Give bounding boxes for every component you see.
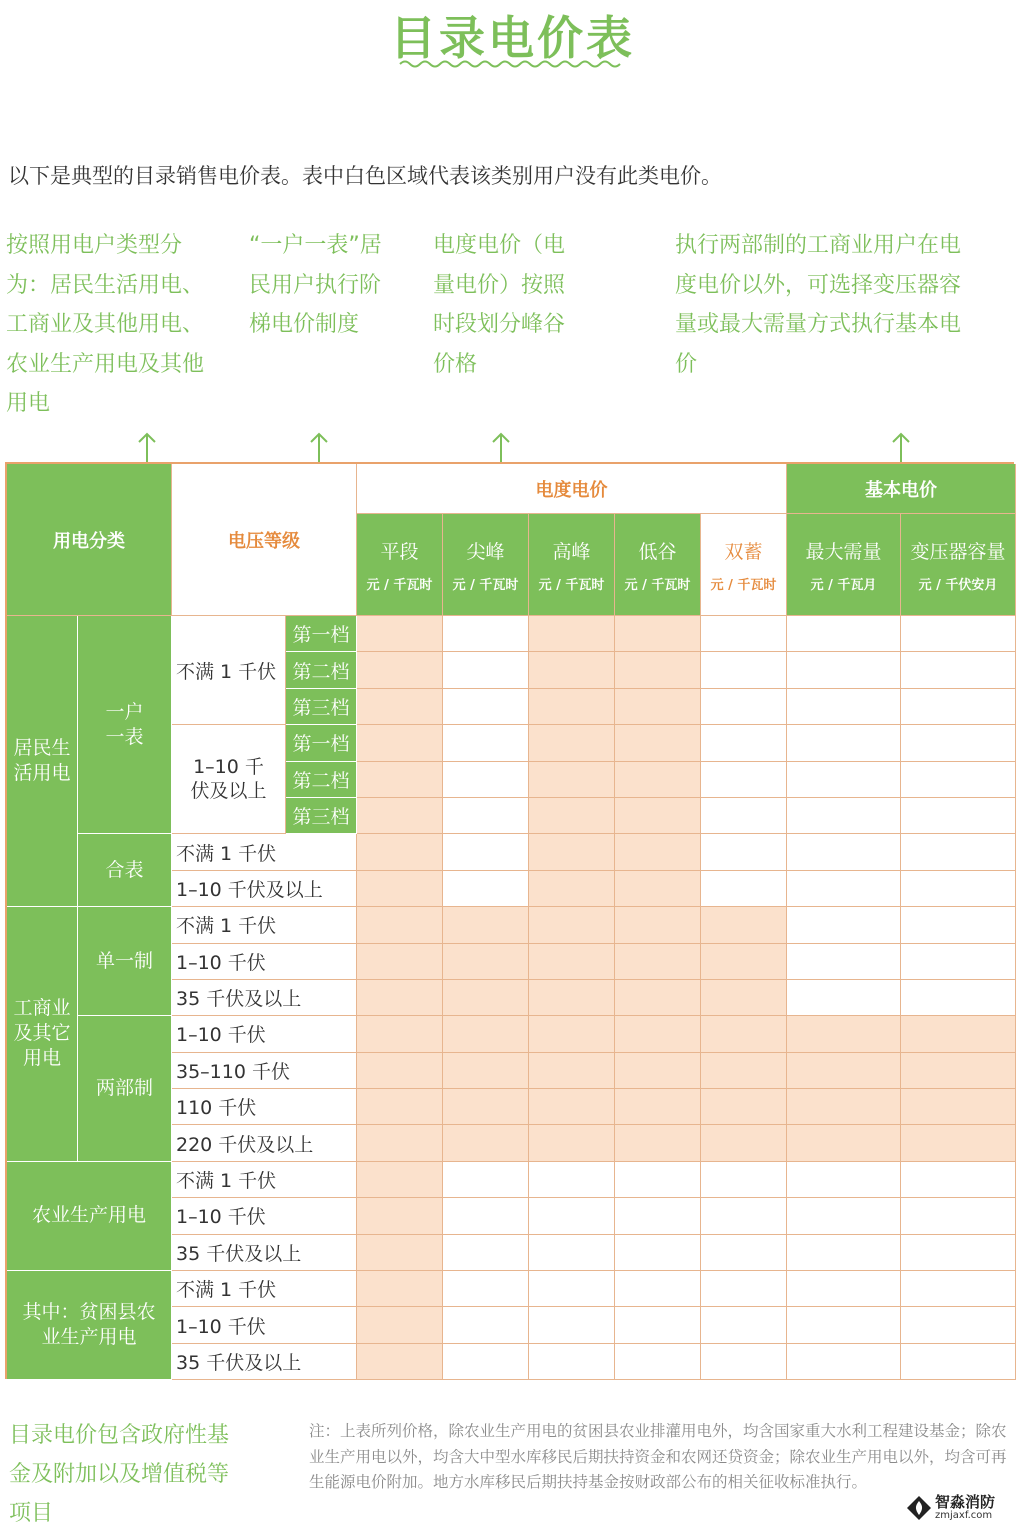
price-cell [701,689,787,725]
header-dual-storage [701,514,787,616]
price-cell [357,944,443,980]
footer-footnote: 注：上表所列价格，除农业生产用电的贫困县农业排灌用电外，均含国家重大水利工程建设基金；除农业生产用电以外，均含大中型水库移民后期扶持资金和农网还贷资金；除农业生产用电以外，均含可再生能源电价附加。地方水库移民后期扶持基金按财政部公布的相关征收标准执行。 [309,1422,1007,1491]
footer-left-note: 目录电价包含政府性基金及附加以及增值税等项目 [9,1423,230,1526]
voltage-35kv-above: 35 千伏及以上 [172,1344,357,1380]
price-cell [787,1271,901,1307]
price-cell [443,1162,529,1198]
header-flat-label: 平段 [380,540,419,563]
price-cell [787,834,901,870]
price-cell [701,1016,787,1052]
price-cell [901,1344,1016,1380]
voltage-1-10kv: 1–10 千伏 [172,1307,357,1343]
price-cell [529,762,615,798]
price-cell [443,689,529,725]
header-sharp-unit: 元 / 千瓦时 [452,577,519,593]
tier-1: 第一档 [286,616,357,652]
category-poor-agri: 其中：贫困县农业生产用电 [7,1271,172,1380]
price-cell [787,1307,901,1343]
price-cell [443,871,529,907]
price-cell [357,834,443,870]
price-cell [529,1125,615,1161]
price-cell [443,1271,529,1307]
price-cell [357,1344,443,1380]
header-peak-unit: 元 / 千瓦时 [538,577,605,593]
price-cell [443,762,529,798]
price-cell [787,871,901,907]
category-combined: 合表 [78,834,172,907]
price-cell [529,1162,615,1198]
price-cell [357,1089,443,1125]
tier-3: 第三档 [286,689,357,725]
price-cell [787,1053,901,1089]
price-cell [357,1198,443,1234]
price-cell [443,616,529,652]
price-cell [529,689,615,725]
price-cell [529,944,615,980]
price-cell [357,1235,443,1271]
price-cell [357,1307,443,1343]
price-cell [787,1235,901,1271]
header-peak-label: 高峰 [552,540,591,563]
price-cell [701,798,787,834]
category-single: 单一制 [78,907,172,1016]
price-cell [901,871,1016,907]
price-cell [443,1053,529,1089]
intro-text: 以下是典型的目录销售电价表。表中白色区域代表该类别用户没有此类电价。 [8,164,722,188]
header-flat-unit: 元 / 千瓦时 [366,577,433,593]
price-cell [701,834,787,870]
category-two-part: 两部制 [78,1016,172,1162]
header-transformer-unit: 元 / 千伏安月 [918,577,998,593]
price-cell [701,616,787,652]
price-cell [357,762,443,798]
price-cell [615,1053,701,1089]
title-wave-underline [398,58,628,70]
price-cell [901,762,1016,798]
logo-domain: zmjaxf.com [935,1510,993,1521]
price-cell [901,1125,1016,1161]
voltage-under-1kv: 不满 1 千伏 [172,907,357,943]
price-cell [787,1344,901,1380]
tier-3: 第三档 [286,798,357,834]
price-cell [615,1307,701,1343]
logo-name: 智淼消防 [935,1493,996,1511]
brand-logo [906,1494,995,1522]
price-cell [615,907,701,943]
header-basic-price: 基本电价 [787,464,1016,514]
price-cell [529,1307,615,1343]
price-cell [615,798,701,834]
price-cell [357,871,443,907]
price-cell [787,689,901,725]
price-cell [529,1344,615,1380]
price-cell [701,762,787,798]
price-cell [529,652,615,688]
price-cell [615,944,701,980]
price-cell [701,725,787,761]
price-cell [443,1235,529,1271]
price-cell [529,1053,615,1089]
price-cell [443,1198,529,1234]
header-dual-storage-unit: 元 / 千瓦时 [710,577,777,593]
price-cell [787,762,901,798]
voltage-1-10kv: 1–10 千伏 [172,944,357,980]
voltage-35-110kv: 35–110 千伏 [172,1053,357,1089]
price-cell [901,1235,1016,1271]
price-cell [901,1271,1016,1307]
category-commercial: 工商业及其它用电 [7,907,78,1162]
price-cell [615,1125,701,1161]
price-cell [443,1125,529,1161]
tier-2: 第二档 [286,762,357,798]
price-cell [529,616,615,652]
price-cell [901,689,1016,725]
price-cell [529,834,615,870]
price-cell [357,689,443,725]
price-cell [443,1307,529,1343]
price-cell [701,980,787,1016]
tier-2: 第二档 [286,652,357,688]
header-transformer [901,514,1016,616]
price-cell [787,1198,901,1234]
price-cell [701,1271,787,1307]
header-sharp [443,514,529,616]
price-cell [443,725,529,761]
price-cell [701,871,787,907]
header-max-demand [787,514,901,616]
price-cell [615,980,701,1016]
price-cell [443,1016,529,1052]
price-cell [901,1053,1016,1089]
price-cell [357,1016,443,1052]
voltage-35kv-above: 35 千伏及以上 [172,1235,357,1271]
voltage-35kv-above: 35 千伏及以上 [172,980,357,1016]
price-cell [529,1235,615,1271]
header-peak [529,514,615,616]
price-cell [701,1125,787,1161]
price-cell [357,1053,443,1089]
price-cell [443,944,529,980]
voltage-1-10kv: 1–10 千伏 [172,1198,357,1234]
price-cell [357,907,443,943]
price-cell [901,944,1016,980]
price-cell [357,798,443,834]
price-cell [901,1162,1016,1198]
price-cell [615,616,701,652]
price-cell [357,1162,443,1198]
price-cell [701,1053,787,1089]
voltage-under-1kv: 不满 1 千伏 [172,1162,357,1198]
voltage-1-10kv-above: 1–10 千伏及以上 [172,725,286,834]
note-one-meter: “一户一表”居民用户执行阶梯电价制度 [249,233,382,337]
price-cell [787,944,901,980]
price-cell [701,1089,787,1125]
price-cell [615,1235,701,1271]
voltage-under-1kv: 不满 1 千伏 [172,834,357,870]
price-cell [529,980,615,1016]
price-cell [787,1162,901,1198]
price-cell [901,798,1016,834]
price-cell [701,1235,787,1271]
price-cell [701,652,787,688]
header-energy-price: 电度电价 [357,464,787,514]
price-cell [787,907,901,943]
price-cell [901,834,1016,870]
price-cell [615,871,701,907]
header-voltage: 电压等级 [172,464,357,616]
header-transformer-label: 变压器容量 [910,540,1006,563]
price-cell [701,1162,787,1198]
price-cell [443,907,529,943]
price-cell [701,944,787,980]
price-cell [701,1307,787,1343]
voltage-110kv: 110 千伏 [172,1089,357,1125]
price-cell [529,798,615,834]
price-cell [901,616,1016,652]
tier-1: 第一档 [286,725,357,761]
price-cell [901,652,1016,688]
note-user-category: 按照用电户类型分为：居民生活用电、工商业及其他用电、农业生产用电及其他用电 [6,233,205,416]
price-cell [901,907,1016,943]
price-cell [615,834,701,870]
price-cell [357,1125,443,1161]
header-category: 用电分类 [7,464,172,616]
price-cell [701,907,787,943]
flame-diamond-icon [906,1495,932,1521]
price-cell [443,980,529,1016]
price-cell [615,762,701,798]
price-cell [787,980,901,1016]
price-cell [357,1271,443,1307]
header-dual-storage-label: 双蓄 [724,540,763,563]
header-max-demand-label: 最大需量 [805,540,882,563]
price-cell [529,1271,615,1307]
price-cell [787,616,901,652]
price-cell [901,1089,1016,1125]
price-table [5,462,1014,1379]
price-cell [443,1344,529,1380]
price-cell [615,1344,701,1380]
price-cell [615,1271,701,1307]
price-cell [787,798,901,834]
voltage-1-10kv-above: 1–10 千伏及以上 [172,871,357,907]
price-cell [357,980,443,1016]
header-valley-unit: 元 / 千瓦时 [624,577,691,593]
price-cell [443,834,529,870]
price-cell [443,798,529,834]
price-cell [787,1089,901,1125]
header-sharp-label: 尖峰 [466,540,505,563]
note-basic-price: 执行两部制的工商业用户在电度电价以外，可选择变压器容量或最大需量方式执行基本电价 [675,233,962,377]
price-cell [701,1198,787,1234]
price-cell [357,725,443,761]
price-cell [529,1016,615,1052]
price-cell [443,1089,529,1125]
note-energy-price: 电度电价（电量电价）按照时段划分峰谷价格 [433,233,566,377]
price-cell [701,1344,787,1380]
price-cell [901,980,1016,1016]
price-cell [529,1089,615,1125]
voltage-1-10kv: 1–10 千伏 [172,1016,357,1052]
category-one-meter: 一户一表 [78,616,172,834]
price-cell [787,1125,901,1161]
price-cell [901,725,1016,761]
header-max-demand-unit: 元 / 千瓦月 [810,577,877,593]
price-cell [901,1307,1016,1343]
voltage-under-1kv: 不满 1 千伏 [172,616,286,725]
price-cell [357,652,443,688]
category-residential: 居民生活用电 [7,616,78,907]
header-valley [615,514,701,616]
header-flat [357,514,443,616]
price-cell [787,1016,901,1052]
price-cell [787,652,901,688]
price-cell [615,1198,701,1234]
price-cell [787,725,901,761]
price-cell [357,616,443,652]
price-cell [615,1016,701,1052]
price-cell [901,1198,1016,1234]
price-cell [443,652,529,688]
price-cell [529,1198,615,1234]
price-cell [615,1162,701,1198]
price-cell [615,652,701,688]
voltage-220kv-above: 220 千伏及以上 [172,1125,357,1161]
price-cell [529,871,615,907]
price-cell [615,725,701,761]
price-cell [615,1089,701,1125]
voltage-under-1kv: 不满 1 千伏 [172,1271,357,1307]
category-agri: 农业生产用电 [7,1162,172,1271]
price-cell [529,907,615,943]
header-valley-label: 低谷 [638,540,677,563]
price-cell [529,725,615,761]
price-cell [901,1016,1016,1052]
price-cell [615,689,701,725]
page-title: 目录电价表 [390,11,635,65]
